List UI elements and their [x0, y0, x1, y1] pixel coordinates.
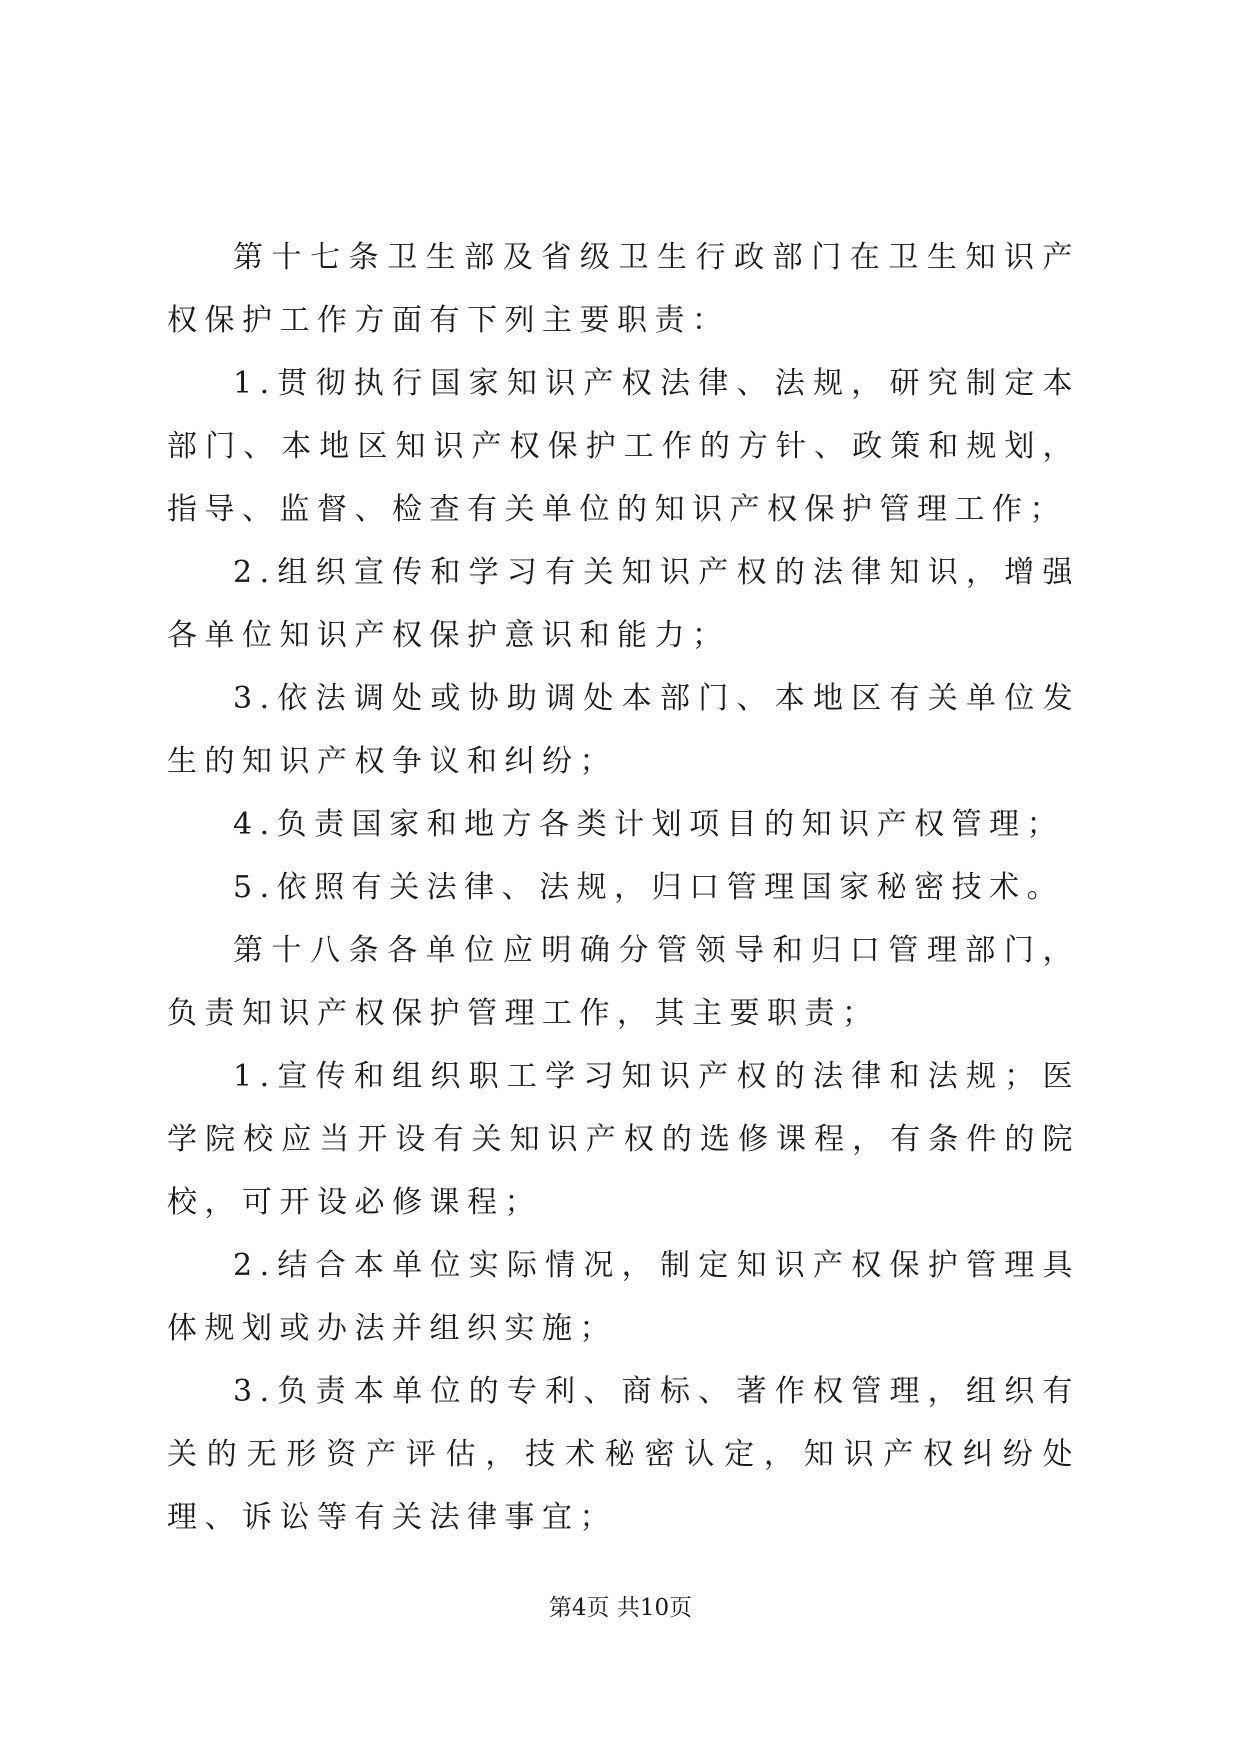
paragraph-article-17-item-3: 3.依法调处或协助调处本部门、本地区有关单位发生的知识产权争议和纠纷；: [167, 681, 1080, 779]
paragraph-article-18-item-2: 2.结合本单位实际情况，制定知识产权保护管理具体规划或办法并组织实施；: [167, 1248, 1080, 1346]
paragraph-article-18-item-3: 3.负责本单位的专利、商标、著作权管理，组织有关的无形资产评估，技术秘密认定，知识产权纠纷处理、诉讼等有关法律事宜；: [167, 1374, 1080, 1535]
paragraph-article-17-item-2: 2.组织宣传和学习有关知识产权的法律知识，增强各单位知识产权保护意识和能力；: [167, 555, 1080, 653]
document-body: [167, 226, 1080, 1549]
page-footer: [0, 1593, 1241, 1623]
paragraph-article-17-item-4: 4.负责国家和地方各类计划项目的知识产权管理；: [233, 807, 1065, 842]
page-number-label: 第4页 共10页: [548, 1595, 693, 1621]
paragraph-article-18-intro: 第十八条各单位应明确分管领导和归口管理部门，负责知识产权保护管理工作，其主要职责；: [167, 933, 1080, 1031]
paragraph-article-18-item-1: 1.宣传和组织职工学习知识产权的法律和法规；医学院校应当开设有关知识产权的选修课程，有条件的院校，可开设必修课程；: [167, 1059, 1080, 1220]
paragraph-article-17-item-1: 1.贯彻执行国家知识产权法律、法规，研究制定本部门、本地区知识产权保护工作的方针、政策和规划，指导、监督、检查有关单位的知识产权保护管理工作；: [167, 366, 1080, 527]
paragraph-article-17-item-5: 5.依照有关法律、法规，归口管理国家秘密技术。: [233, 870, 1065, 905]
paragraph-article-17-intro: 第十七条卫生部及省级卫生行政部门在卫生知识产权保护工作方面有下列主要职责：: [167, 240, 1080, 338]
